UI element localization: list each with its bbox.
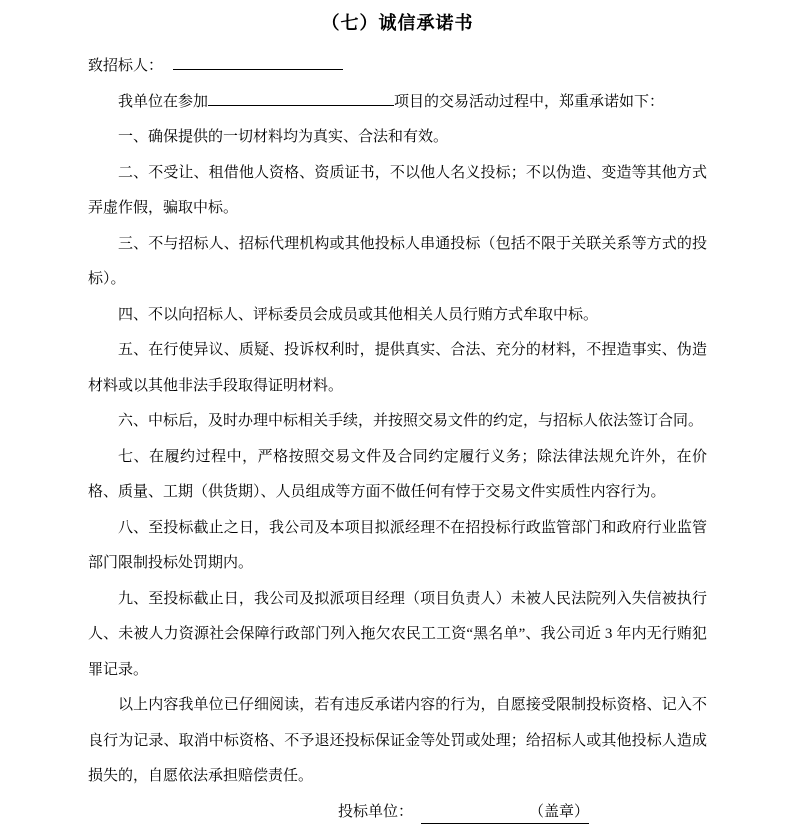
- addressee-blank-field: [173, 53, 343, 70]
- clause-8: 八、至投标截止之日，我公司及本项目拟派经理不在招投标行政监管部门和政府行业监管部门限制投标处罚期内。: [88, 511, 707, 582]
- clause-5: 五、在行使异议、质疑、投诉权利时，提供真实、合法、充分的材料，不捏造事实、伪造材料或以其他非法手段取得证明材料。: [88, 333, 707, 404]
- project-name-blank-field: [208, 89, 394, 106]
- clause-7: 七、在履约过程中，严格按照交易文件及合同约定履行义务；除法律法规允许外，在价格、质量、工期（供货期）、人员组成等方面不做任何有悖于交易文件实质性内容行为。: [88, 440, 707, 511]
- addressee-line: [88, 49, 707, 85]
- clause-2: 二、不受让、租借他人资格、资质证书，不以他人名义投标；不以伪造、变造等其他方式弄虚作假，骗取中标。: [88, 156, 707, 227]
- clause-4: 四、不以向招标人、评标委员会成员或其他相关人员行贿方式牟取中标。: [88, 298, 707, 334]
- intro-line: [88, 85, 707, 121]
- clause-1: 一、确保提供的一切材料均为真实、合法和有效。: [88, 120, 707, 156]
- signature-blank-field: [421, 801, 589, 824]
- signature-line: [338, 795, 707, 830]
- intro-prefix: 我单位在参加: [118, 94, 208, 110]
- signature-label: 投标单位：: [338, 804, 413, 820]
- clause-3: 三、不与招标人、招标代理机构或其他投标人串通投标（包括不限于关联关系等方式的投标）。: [88, 227, 707, 298]
- intro-suffix: 项目的交易活动过程中，郑重承诺如下：: [394, 94, 664, 110]
- seal-label: （盖章）: [529, 804, 589, 820]
- addressee-label: 致招标人：: [88, 58, 163, 74]
- closing-paragraph: 以上内容我单位已仔细阅读，若有违反承诺内容的行为，自愿接受限制投标资格、记入不良行为记录、取消中标资格、不予退还投标保证金等处罚或处理；给招标人或其他投标人造成损失的，自愿依法承担赔偿责任。: [88, 688, 707, 795]
- signature-blank-space: [421, 815, 529, 816]
- page-title: （七）诚信承诺书: [88, 10, 707, 36]
- clause-6: 六、中标后，及时办理中标相关手续，并按照交易文件的约定，与招标人依法签订合同。: [88, 404, 707, 440]
- clause-9: 九、至投标截止日，我公司及拟派项目经理（项目负责人）未被人民法院列入失信被执行人、未被人力资源社会保障行政部门列入拖欠农民工工资“黑名单”、我公司近 3 年内无行贿犯罪记录。: [88, 582, 707, 689]
